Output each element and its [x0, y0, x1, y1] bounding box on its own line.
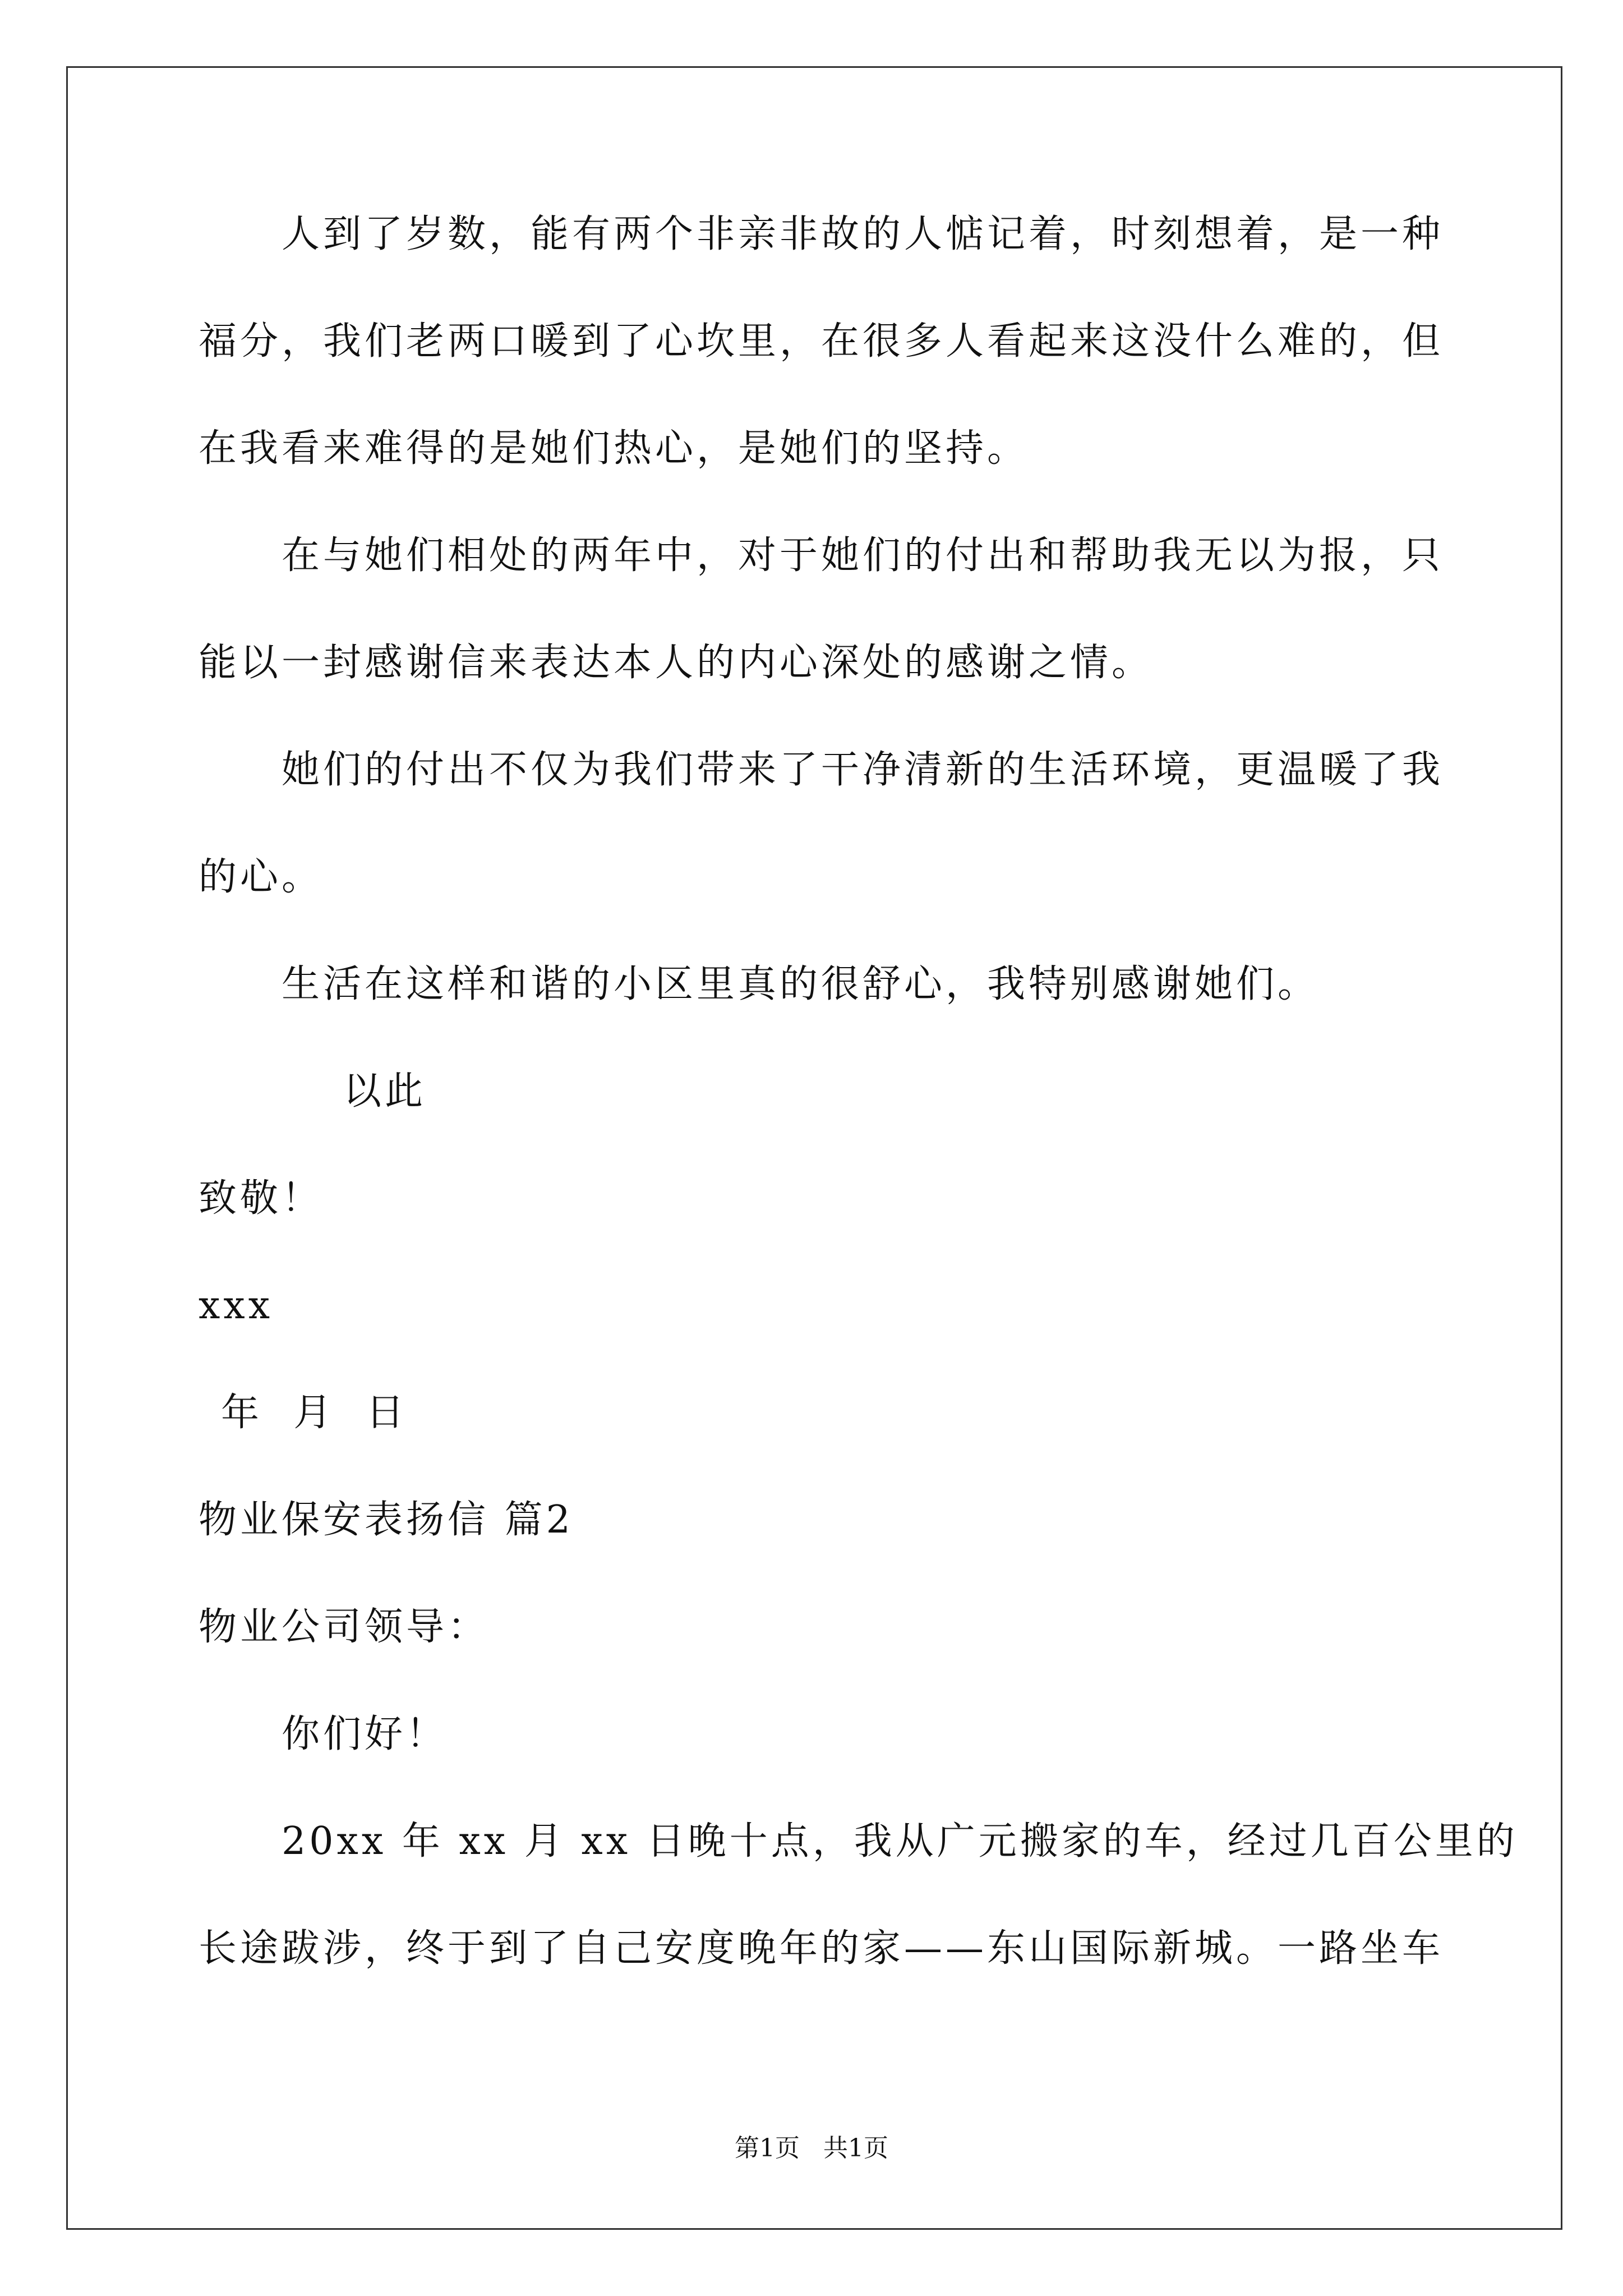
- greeting: 你们好！: [282, 1712, 448, 1756]
- paragraph-line: 人到了岁数，能有两个非亲非故的人惦记着，时刻想着，是一种: [282, 212, 1444, 256]
- closing-phrase: 以此: [343, 1069, 427, 1114]
- letter-recipient: 物业公司领导：: [199, 1605, 490, 1649]
- paragraph-line: 20xx 年 xx 月 xx 日晚十点，我从广元搬家的车，经过几百公里的: [282, 1819, 1518, 1864]
- paragraph-line: 在与她们相处的两年中，对于她们的付出和帮助我无以为报，只: [282, 533, 1444, 578]
- section-heading: 物业保安表扬信 篇2: [199, 1498, 574, 1542]
- paragraph-line: 生活在这样和谐的小区里真的很舒心，我特别感谢她们。: [282, 962, 1320, 1006]
- paragraph-line: 的心。: [199, 855, 324, 899]
- salutation-closing: 致敬！: [199, 1176, 324, 1221]
- signature-name: xxx: [199, 1283, 274, 1328]
- page-footer: 第1页 共1页: [735, 2134, 888, 2162]
- signature-date: 年 月 日: [221, 1391, 408, 1435]
- paragraph-line: 她们的付出不仅为我们带来了干净清新的生活环境，更温暖了我: [282, 748, 1444, 792]
- page-border: [66, 66, 1562, 2230]
- paragraph-line: 福分，我们老两口暖到了心坎里，在很多人看起来这没什么难的，但: [199, 319, 1444, 364]
- paragraph-line: 长途跋涉，终于到了自己安度晚年的家——东山国际新城。一路坐车: [199, 1926, 1444, 1971]
- paragraph-line: 在我看来难得的是她们热心，是她们的坚持。: [199, 426, 1029, 471]
- paragraph-line: 能以一封感谢信来表达本人的内心深处的感谢之情。: [199, 641, 1154, 685]
